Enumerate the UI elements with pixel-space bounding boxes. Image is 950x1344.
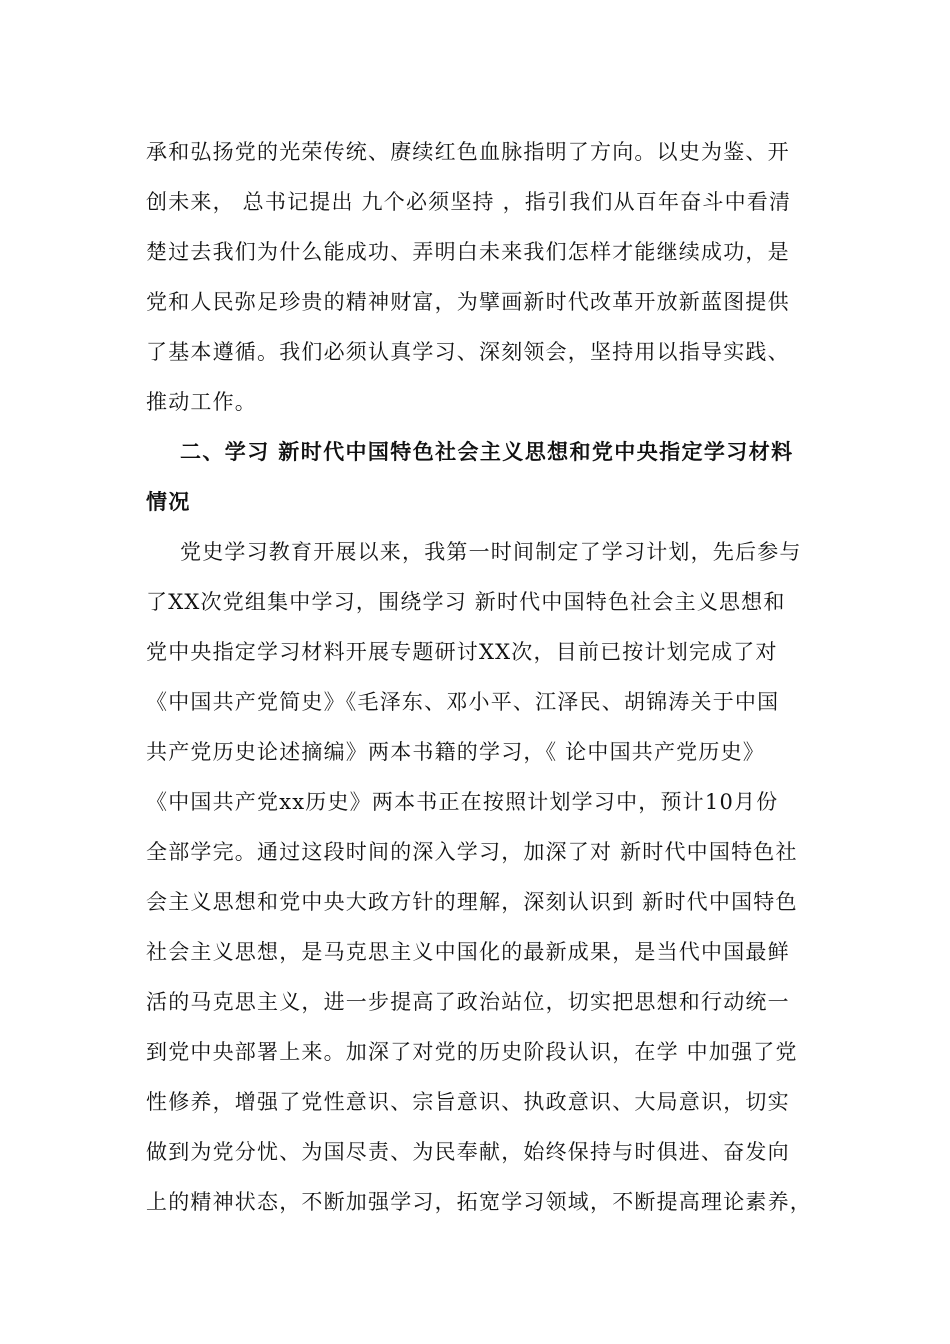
paragraph-line: 《中国共产党xx历史》两本书正在按照计划学习中，预计10月份 [146,790,779,814]
paragraph-line: 活的马克思主义，进一步提高了政治站位，切实把思想和行动统一 [146,990,790,1014]
paragraph-line: 社会主义思想，是马克思主义中国化的最新成果，是当代中国最鲜 [146,940,790,964]
paragraph-line: 共产党历史论述摘编》两本书籍的学习，《 论中国共产党历史》 [146,740,765,764]
paragraph-line: 做到为党分忧、为国尽责、为民奉献，始终保持与时俱进、奋发向 [146,1140,790,1164]
paragraph-line: 党史学习教育开展以来，我第一时间制定了学习计划，先后参与 [180,540,802,564]
paragraph-line: 楚过去我们为什么能成功、弄明白未来我们怎样才能继续成功，是 [146,240,790,264]
paragraph-line: 了XX次党组集中学习，围绕学习 新时代中国特色社会主义思想和 [146,590,786,614]
paragraph-line: 上的精神状态，不断加强学习，拓宽学习领域，不断提高理论素养， [146,1190,812,1214]
paragraph-line: 会主义思想和党中央大政方针的理解，深刻认识到 新时代中国特色 [146,890,798,914]
paragraph-line: 到党中央部署上来。加深了对党的历史阶段认识，在学 中加强了党 [146,1040,798,1064]
section-heading-continued: 情况 [146,490,191,514]
paragraph-line: 性修养，增强了党性意识、宗旨意识、执政意识、大局意识，切实 [146,1090,790,1114]
paragraph-line: 了基本遵循。我们必须认真学习、深刻领会，坚持用以指导实践、 [146,340,790,364]
section-heading: 二、学习 新时代中国特色社会主义思想和党中央指定学习材料 [180,440,794,464]
paragraph-line: 《中国共产党简史》《毛泽东、邓小平、江泽民、胡锦涛关于中国 [146,690,780,714]
paragraph-line: 全部学完。通过这段时间的深入学习，加深了对 新时代中国特色社 [146,840,798,864]
paragraph-line: 党中央指定学习材料开展专题研讨XX次，目前已按计划完成了对 [146,640,778,664]
paragraph-line: 推动工作。 [146,390,257,414]
paragraph-line: 承和弘扬党的光荣传统、赓续红色血脉指明了方向。以史为鉴、开 [146,140,790,164]
paragraph-line: 党和人民弥足珍贵的精神财富，为擘画新时代改革开放新蓝图提供 [146,290,790,314]
paragraph-line: 创未来， 总书记提出 九个必须坚持 ，指引我们从百年奋斗中看清 [146,190,792,214]
